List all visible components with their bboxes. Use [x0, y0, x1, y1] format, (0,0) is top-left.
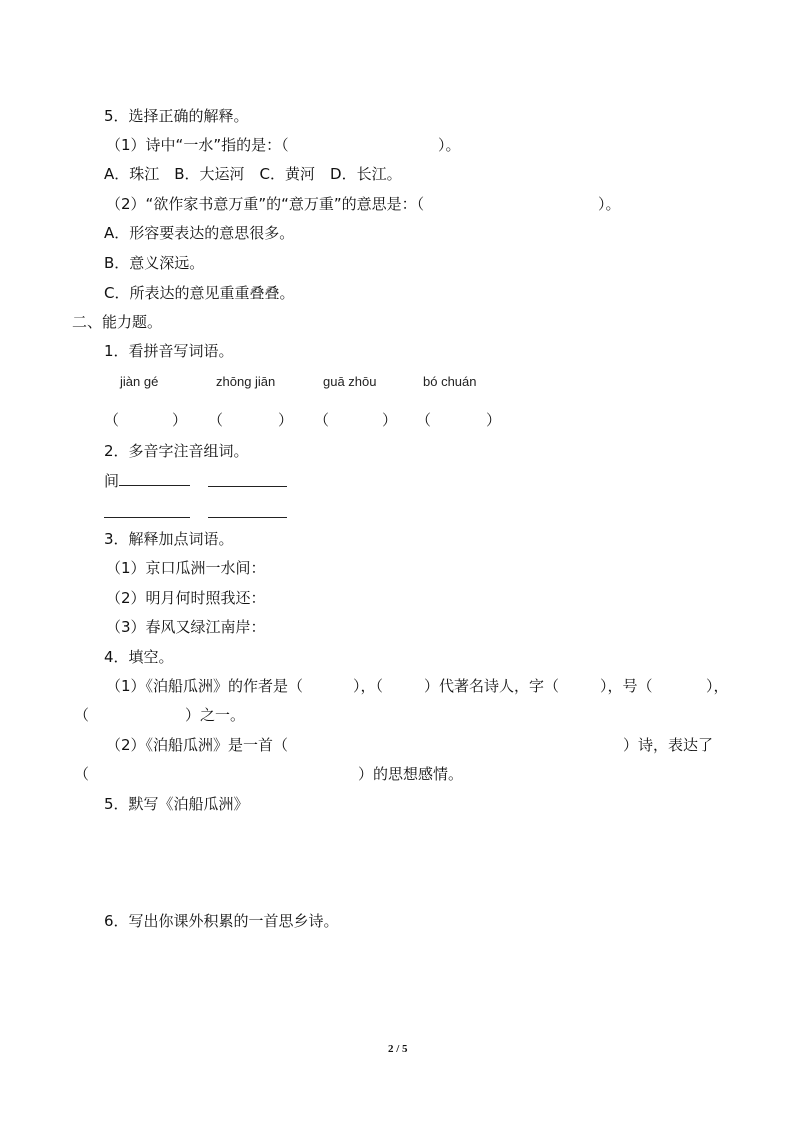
ability-3-item-2: （2）明月何时照我还： [106, 589, 266, 607]
answer-bracket-open-2: （ [208, 411, 224, 429]
question-5-1-options: A．珠江 B．大运河 C．黄河 D．长江。 [104, 165, 402, 183]
question-5-2-option-b: B．意义深远。 [104, 254, 205, 272]
fill-1-line2-open: （ [74, 706, 90, 724]
question-5-1-end: ）。 [438, 136, 461, 154]
ability-3-item-3: （3）春风又绿江南岸： [106, 618, 266, 636]
fill-1-part-1: （1）《泊船瓜洲》的作者是（ [106, 677, 304, 695]
section-2-heading: 二、能力题。 [72, 313, 163, 331]
pinyin-4: bó chuán [423, 374, 477, 389]
polyphone-row-1 [104, 471, 190, 491]
fill-1-line2-end: ）之一。 [185, 706, 246, 724]
ability-5-title: 5．默写《泊船瓜洲》 [104, 795, 249, 813]
fill-2-part-2: ）诗，表达了 [623, 736, 714, 754]
fill-2-line2-end: ）的思想感情。 [358, 765, 464, 783]
fill-1-part-4: ），号（ [600, 677, 653, 695]
answer-bracket-close-1: ） [172, 411, 188, 429]
polyphone-char: 间 [104, 472, 120, 490]
answer-line [208, 486, 287, 487]
pinyin-2: zhōng jiān [216, 374, 276, 389]
ability-6-title: 6．写出你课外积累的一首思乡诗。 [104, 912, 339, 930]
question-5-2: （2）“欲作家书意万重”的“意万重”的意思是：（ [106, 195, 425, 213]
question-5-2-end: ）。 [598, 195, 621, 213]
ability-3-item-1: （1）京口瓜洲一水间： [106, 559, 266, 577]
answer-line [208, 517, 287, 518]
pinyin-3: guā zhōu [323, 374, 377, 389]
fill-1-part-5: ）， [706, 677, 729, 695]
fill-2-line2-open: （ [74, 765, 90, 783]
question-5-1: （1）诗中“一水”指的是：（ [106, 136, 289, 154]
fill-2-part-1: （2）《泊船瓜洲》是一首（ [106, 736, 289, 754]
answer-bracket-close-4: ） [486, 411, 502, 429]
answer-line [119, 471, 190, 486]
ability-1-title: 1．看拼音写词语。 [104, 342, 234, 360]
page-number: 2 / 5 [388, 1043, 408, 1055]
answer-line [104, 517, 190, 518]
fill-1-part-3: ）代著名诗人，字（ [424, 677, 560, 695]
ability-3-title: 3．解释加点词语。 [104, 530, 234, 548]
answer-bracket-open-1: （ [104, 411, 120, 429]
answer-bracket-open-3: （ [314, 411, 330, 429]
ability-2-title: 2．多音字注音组词。 [104, 442, 249, 460]
question-5-2-option-a: A．形容要表达的意思很多。 [104, 224, 295, 242]
question-5-title: 5．选择正确的解释。 [104, 107, 249, 125]
pinyin-1: jiàn gé [120, 374, 159, 389]
fill-1-part-2: ），（ [353, 677, 384, 695]
question-5-2-option-c: C．所表达的意见重重叠叠。 [104, 284, 295, 302]
answer-bracket-close-2: ） [278, 411, 294, 429]
answer-bracket-close-3: ） [382, 411, 398, 429]
answer-bracket-open-4: （ [416, 411, 432, 429]
ability-4-title: 4．填空。 [104, 648, 174, 666]
